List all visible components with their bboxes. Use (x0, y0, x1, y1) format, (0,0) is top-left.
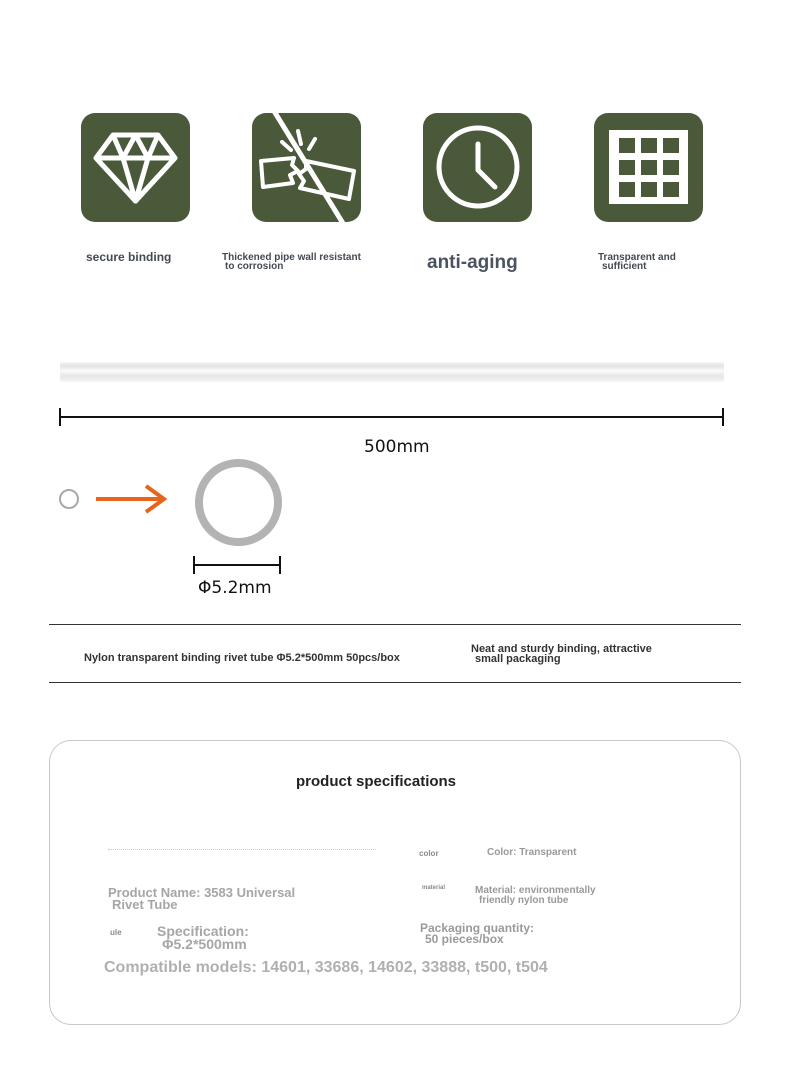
spec-product-name-line1: Product Name: 3583 Universal (108, 885, 296, 900)
feature-tile-thick-wall (252, 113, 361, 222)
spec-specification-line1: Specification: (157, 923, 249, 939)
arrow-right-icon (96, 484, 170, 514)
spec-packaging-line1: Packaging quantity: (420, 921, 535, 935)
feature-label-transparent-line1: Transparent and (598, 252, 676, 263)
banner-bottom-divider (49, 682, 741, 683)
feature-tile-anti-aging (423, 113, 532, 222)
spec-material-key: material (422, 885, 446, 891)
spec-packaging-line2: 50 pieces/box (425, 932, 504, 946)
length-dimension-line (60, 416, 724, 418)
specifications-divider (108, 849, 376, 851)
feature-label-anti-aging: anti-aging (427, 252, 518, 273)
cross-section-marker (59, 489, 79, 509)
feature-label-thick-wall-line1: Thickened pipe wall resistant (222, 252, 361, 263)
diameter-label: Φ5.2mm (198, 578, 272, 598)
clock-icon (423, 113, 532, 222)
diameter-dimension-line (194, 564, 281, 566)
specifications-title: product specifications (296, 773, 457, 790)
spec-material-line1: Material: environmentally (475, 885, 596, 896)
banner-top-divider (49, 624, 741, 625)
grid-icon (594, 113, 703, 222)
length-label: 500mm (364, 437, 430, 457)
spec-material-line2: friendly nylon tube (479, 895, 569, 906)
diamond-icon (81, 113, 190, 222)
diameter-dimension-tick-left (193, 556, 195, 574)
spec-compatible-models: Compatible models: 14601, 33686, 14602, 33888, t500, t504 (104, 959, 548, 976)
tube-cross-section-ring (195, 459, 282, 546)
feature-label-secure-binding: secure binding (86, 250, 172, 264)
length-dimension-tick-right (722, 408, 724, 426)
banner-tagline-line1: Neat and sturdy binding, attractive (471, 643, 652, 655)
feature-tile-transparent (594, 113, 703, 222)
feature-label-transparent-line2: sufficient (602, 261, 647, 272)
banner-product-title: Nylon transparent binding rivet tube Φ5.2*500mm 50pcs/box (84, 652, 400, 664)
spec-color-value: Color: Transparent (487, 847, 577, 858)
spec-product-name-line2: Rivet Tube (112, 897, 178, 912)
banner-tagline-line2: small packaging (475, 653, 561, 665)
diameter-dimension-tick-right (279, 556, 281, 574)
length-dimension-tick-left (59, 408, 61, 426)
rivet-tube-illustration (60, 362, 724, 382)
spec-specification-line2: Φ5.2*500mm (162, 936, 247, 952)
broken-tube-icon (252, 113, 361, 222)
feature-label-thick-wall-line2: to corrosion (225, 261, 284, 272)
spec-color-key: color (419, 849, 439, 858)
feature-tile-secure-binding (81, 113, 190, 222)
spec-specification-key: ule (110, 928, 122, 937)
